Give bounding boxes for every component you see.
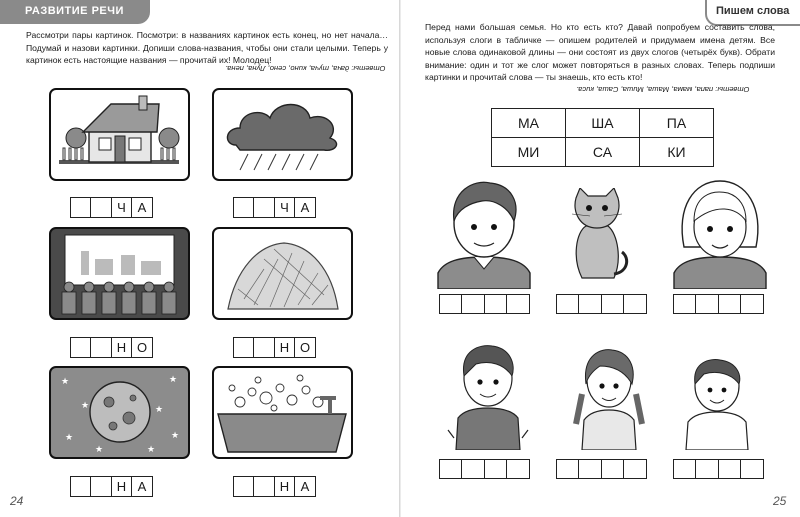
- syllable-cell: ША: [566, 109, 640, 138]
- letter-cell[interactable]: [439, 459, 463, 479]
- letter-cell[interactable]: [740, 459, 764, 479]
- cat-icon: [562, 188, 632, 282]
- mother-icon: [670, 177, 770, 289]
- cinema-icon: [51, 229, 188, 318]
- svg-text:★: ★: [61, 377, 70, 387]
- syllable-cell: СА: [566, 138, 640, 167]
- letter-cell: Н: [111, 337, 133, 358]
- section-tab: [0, 0, 150, 24]
- letter-cell[interactable]: [695, 459, 719, 479]
- haystack-icon: [214, 229, 351, 318]
- name-row-girl: [557, 459, 647, 479]
- letter-cell[interactable]: [70, 476, 92, 497]
- small-boy-figure: [676, 356, 758, 450]
- letter-cell[interactable]: [253, 337, 275, 358]
- right-answer-key: Ответы: папа, мама, Маша, Миша, Саша, киса.: [576, 85, 750, 94]
- boy-small-icon: [676, 356, 758, 450]
- svg-text:★: ★: [171, 431, 180, 441]
- svg-text:★: ★: [155, 405, 164, 415]
- section-tab-right-label: Пишем слова: [716, 5, 790, 17]
- name-row-small-boy: [674, 459, 764, 479]
- picture-haystack: [212, 227, 353, 320]
- page-number-left: 24: [10, 494, 24, 508]
- letter-cell[interactable]: [673, 459, 697, 479]
- letter-cell[interactable]: [253, 476, 275, 497]
- word-row-kino: [71, 337, 153, 358]
- svg-text:★: ★: [147, 445, 156, 455]
- letter-cell: А: [131, 476, 153, 497]
- mother-figure: [670, 177, 770, 289]
- letter-cell[interactable]: [673, 294, 697, 314]
- word-row-luna: [71, 476, 153, 497]
- letter-cell[interactable]: [556, 294, 580, 314]
- father-figure: [434, 177, 534, 289]
- letter-cell[interactable]: [623, 459, 647, 479]
- letter-cell: А: [294, 197, 316, 218]
- syllable-table: [491, 108, 714, 167]
- letter-cell[interactable]: [695, 294, 719, 314]
- syllable-cell: МИ: [492, 138, 566, 167]
- right-instruction: Перед нами большая семья. Но кто есть кто? Давай попробуем составить слова, используя слоги в табличке — опишем родителей и придумаем имена детям. Все новые слова одинаковой длины — они состоят из двух слогов (четырёх букв). Обрати внимание: один и тот же слог может повторяться в разных словах. Теперь подпиши картинки и прочитай слова — ты знаешь, кто есть кто!: [425, 22, 775, 83]
- svg-text:★: ★: [65, 433, 74, 443]
- father-icon: [434, 177, 534, 289]
- letter-cell: А: [131, 197, 153, 218]
- letter-cell: О: [294, 337, 316, 358]
- syllable-cell: ПА: [640, 109, 714, 138]
- letter-cell[interactable]: [233, 197, 255, 218]
- word-row-seno: [234, 337, 316, 358]
- letter-cell[interactable]: [439, 294, 463, 314]
- letter-cell[interactable]: [623, 294, 647, 314]
- letter-cell[interactable]: [70, 197, 92, 218]
- left-instruction: Рассмотри пары картинок. Посмотри: в названиях картинок есть конец, но нет начала… Подумай и назови картинки. Допиши слова-названия, чтобы они стали целыми. Теперь у картинок есть настоящие названия — прочитай их! Молодец!: [26, 30, 388, 66]
- letter-cell[interactable]: [461, 459, 485, 479]
- picture-house: [49, 88, 190, 181]
- picture-moon: [49, 366, 190, 459]
- letter-cell: Ч: [111, 197, 133, 218]
- boy-icon: [446, 342, 530, 450]
- svg-text:★: ★: [81, 401, 90, 411]
- letter-cell[interactable]: [718, 294, 742, 314]
- book-spine: [399, 0, 401, 517]
- letter-cell[interactable]: [578, 459, 602, 479]
- letter-cell[interactable]: [506, 294, 530, 314]
- girl-icon: [564, 344, 654, 450]
- picture-cinema: [49, 227, 190, 320]
- letter-cell[interactable]: [233, 337, 255, 358]
- picture-bath: [212, 366, 353, 459]
- letter-cell[interactable]: [70, 337, 92, 358]
- letter-cell[interactable]: [461, 294, 485, 314]
- letter-cell: Н: [274, 337, 296, 358]
- name-row-mother: [674, 294, 764, 314]
- letter-cell[interactable]: [90, 476, 112, 497]
- word-row-pena: [234, 476, 316, 497]
- name-row-cat: [557, 294, 647, 314]
- letter-cell[interactable]: [601, 294, 625, 314]
- letter-cell[interactable]: [90, 337, 112, 358]
- picture-cloud: [212, 88, 353, 181]
- letter-cell[interactable]: [90, 197, 112, 218]
- syllable-cell: МА: [492, 109, 566, 138]
- letter-cell[interactable]: [578, 294, 602, 314]
- cat-figure: [562, 188, 632, 282]
- syllable-cell: КИ: [640, 138, 714, 167]
- letter-cell: Н: [274, 476, 296, 497]
- section-tab-label: РАЗВИТИЕ РЕЧИ: [25, 5, 124, 17]
- cloud-icon: [214, 90, 351, 179]
- name-row-boy: [440, 459, 530, 479]
- svg-text:★: ★: [95, 445, 104, 455]
- name-row-father: [440, 294, 530, 314]
- letter-cell: А: [294, 476, 316, 497]
- letter-cell[interactable]: [601, 459, 625, 479]
- letter-cell: О: [131, 337, 153, 358]
- letter-cell[interactable]: [253, 197, 275, 218]
- house-icon: [51, 90, 188, 179]
- letter-cell[interactable]: [484, 294, 508, 314]
- letter-cell[interactable]: [556, 459, 580, 479]
- letter-cell: Н: [111, 476, 133, 497]
- letter-cell[interactable]: [233, 476, 255, 497]
- word-row-dacha: [71, 197, 153, 218]
- word-row-tucha: [234, 197, 316, 218]
- letter-cell: Ч: [274, 197, 296, 218]
- letter-cell[interactable]: [484, 459, 508, 479]
- letter-cell[interactable]: [506, 459, 530, 479]
- letter-cell[interactable]: [718, 459, 742, 479]
- moon-icon: [51, 368, 188, 457]
- letter-cell[interactable]: [740, 294, 764, 314]
- left-answer-key: Ответы: дача, туча, кино, сено, Луна, пена.: [225, 64, 386, 73]
- bath-icon: [214, 368, 351, 457]
- svg-text:★: ★: [169, 375, 178, 385]
- page-number-right: 25: [773, 494, 787, 508]
- boy-figure: [446, 342, 530, 450]
- girl-figure: [564, 344, 654, 450]
